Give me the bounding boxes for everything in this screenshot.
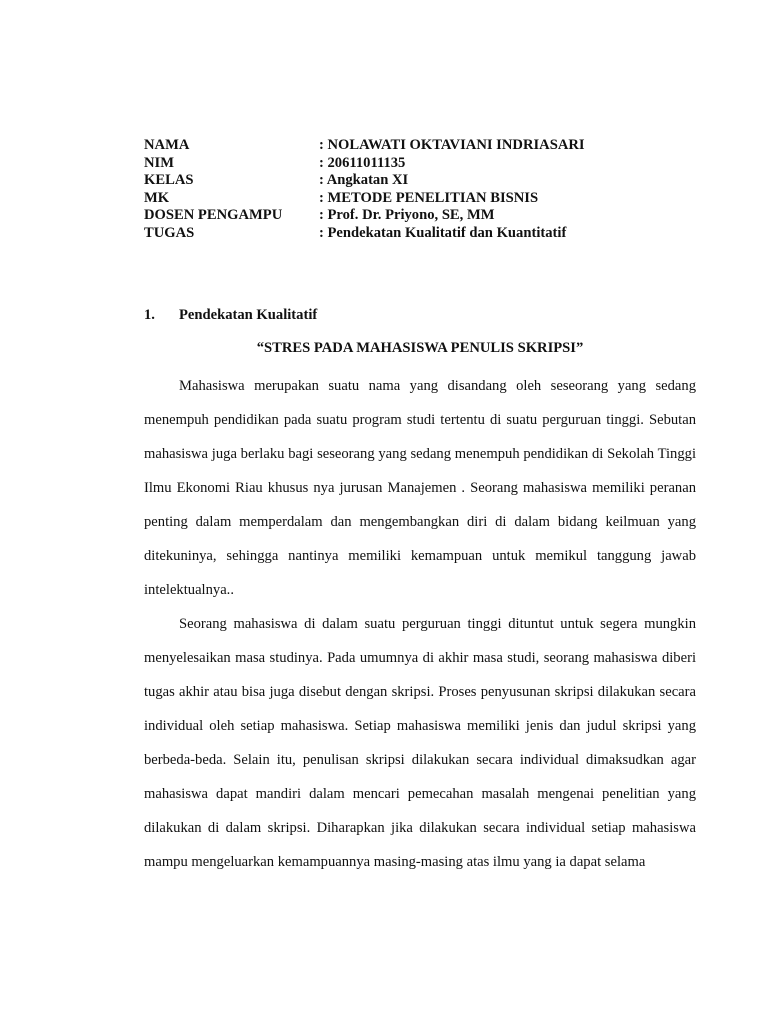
info-label: NIM [144, 154, 174, 171]
section-number: 1. [144, 307, 155, 323]
info-label: KELAS [144, 172, 194, 188]
info-label: NAMA [144, 137, 190, 153]
info-row-mk [144, 190, 644, 208]
info-label: MK [144, 189, 170, 206]
info-value: : Prof. Dr. Priyono, SE, MM [319, 207, 495, 223]
section-heading [144, 306, 317, 324]
section-title: Pendekatan Kualitatif [179, 307, 318, 323]
info-value: : 20611011135 [319, 154, 406, 171]
info-row-nama [144, 137, 644, 155]
info-value: : METODE PENELITIAN BISNIS [319, 189, 539, 206]
document-title: “STRES PADA MAHASISWA PENULIS SKRIPSI” [256, 340, 584, 356]
info-label: TUGAS [144, 224, 195, 241]
info-row-dosen [144, 207, 644, 225]
student-info-block [144, 137, 644, 242]
body-text [144, 369, 696, 879]
info-value: : NOLAWATI OKTAVIANI INDRIASARI [319, 137, 585, 153]
paragraph: Seorang mahasiswa di dalam suatu perguruan tinggi dituntut untuk segera mungkin menyelesaikan masa studinya. Pada umumnya di akhir masa studi, seorang mahasiswa diberi tugas akhir atau bisa juga disebut dengan skripsi. Proses penyusunan skripsi dilakukan secara individual oleh setiap mahasiswa. Setiap mahasiswa memiliki jenis dan judul skripsi yang berbeda-beda. Selain itu, penulisan skripsi dilakukan secara individual dimaksudkan agar mahasiswa dapat mandiri dalam mencari pemecahan masalah mengenai penelitian yang dilakukan di dalam skripsi. Diharapkan jika dilakukan secara individual setiap mahasiswa mampu mengeluarkan kemampuannya masing-masing atas ilmu yang ia dapat selama [144, 616, 696, 870]
info-value: : Pendekatan Kualitatif dan Kuantitatif [319, 224, 567, 241]
info-row-tugas [144, 225, 644, 243]
info-label: DOSEN PENGAMPU [144, 207, 283, 223]
info-value: : Angkatan XI [319, 172, 409, 188]
info-row-nim [144, 155, 644, 173]
info-row-kelas [144, 172, 644, 190]
paragraph: Mahasiswa merupakan suatu nama yang disandang oleh seseorang yang sedang menempuh pendidikan pada suatu program studi tertentu di suatu perguruan tinggi. Sebutan mahasiswa juga berlaku bagi seseorang yang sedang menempuh pendidikan di Sekolah Tinggi Ilmu Ekonomi Riau khusus nya jurusan Manajemen . Seorang mahasiswa memiliki peranan penting dalam memperdalam dan mengembangkan diri di dalam bidang keilmuan yang ditekuninya, sehingga nantinya memiliki kemampuan untuk memikul tanggung jawab intelektualnya.. [144, 378, 696, 598]
